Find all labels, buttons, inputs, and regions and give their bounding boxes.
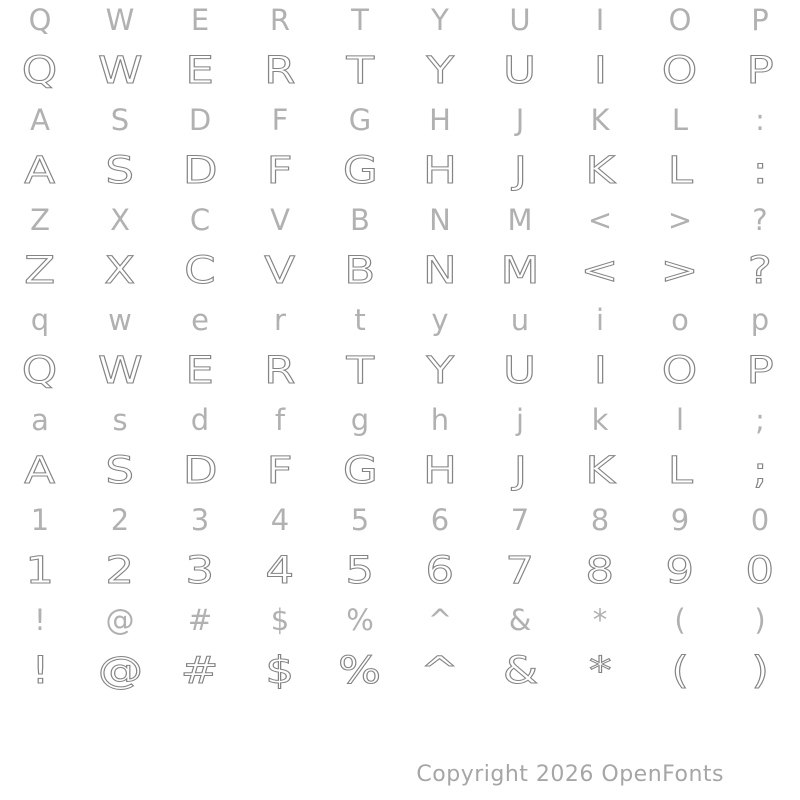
reference-glyph [0, 95, 80, 145]
specimen-glyph [560, 445, 640, 495]
reference-glyph [80, 95, 160, 145]
specimen-glyph [80, 445, 160, 495]
reference-glyph [400, 0, 480, 45]
glyph-char: B [350, 203, 370, 237]
glyph-char: ) [751, 648, 769, 692]
reference-glyph [80, 595, 160, 645]
reference-glyph [320, 95, 400, 145]
reference-glyph [160, 295, 240, 345]
specimen-glyph [320, 345, 400, 395]
glyph-char: U [509, 3, 531, 37]
reference-glyph [560, 95, 640, 145]
specimen-glyph [560, 245, 640, 295]
reference-glyph [0, 0, 80, 45]
reference-glyph [0, 295, 80, 345]
glyph-char: T [346, 348, 374, 392]
specimen-glyph [400, 45, 480, 95]
specimen-glyph [480, 545, 560, 595]
reference-glyph [0, 195, 80, 245]
glyph-char: : [752, 148, 768, 192]
glyph-char: P [746, 348, 774, 392]
glyph-char: % [338, 648, 382, 692]
glyph-char: D [182, 448, 218, 492]
specimen-glyph [480, 645, 560, 695]
glyph-char: X [110, 203, 130, 237]
specimen-glyph [80, 145, 160, 195]
glyph-char: U [503, 48, 537, 92]
glyph-char: H [429, 103, 451, 137]
specimen-glyph [240, 545, 320, 595]
glyph-char: @ [105, 603, 135, 637]
glyph-char: 0 [745, 548, 775, 592]
glyph-char: k [591, 403, 609, 437]
glyph-char: O [668, 3, 692, 37]
glyph-char: H [423, 148, 457, 192]
glyph-char: U [503, 348, 537, 392]
glyph-char: Q [28, 3, 52, 37]
specimen-glyph [720, 45, 800, 95]
glyph-char: T [351, 3, 369, 37]
glyph-char: N [429, 203, 451, 237]
glyph-char: # [181, 648, 219, 692]
specimen-glyph [160, 645, 240, 695]
reference-glyph [240, 0, 320, 45]
glyph-char: i [595, 303, 605, 337]
reference-glyph [400, 195, 480, 245]
glyph-char: ( [674, 603, 686, 637]
glyph-char: 8 [590, 503, 610, 537]
glyph-char: 3 [190, 503, 210, 537]
specimen-glyph [240, 345, 320, 395]
specimen-glyph [0, 545, 80, 595]
specimen-glyph [560, 345, 640, 395]
reference-glyph [320, 595, 400, 645]
glyph-char: ; [755, 403, 765, 437]
specimen-glyph [720, 645, 800, 695]
specimen-glyph [720, 245, 800, 295]
reference-glyph [160, 0, 240, 45]
glyph-char: V [264, 248, 296, 292]
reference-glyph [80, 295, 160, 345]
glyph-char: ; [752, 448, 768, 492]
reference-glyph [720, 395, 800, 445]
glyph-char: 7 [510, 503, 530, 537]
glyph-char: T [346, 48, 374, 92]
reference-glyph [560, 595, 640, 645]
glyph-char: ? [752, 203, 768, 237]
glyph-char: 4 [270, 503, 290, 537]
glyph-row-14-outline [0, 645, 800, 695]
reference-glyph [480, 395, 560, 445]
reference-glyph [80, 395, 160, 445]
specimen-glyph [480, 145, 560, 195]
reference-glyph [400, 295, 480, 345]
reference-glyph [480, 95, 560, 145]
glyph-char: ) [754, 603, 766, 637]
glyph-char: Z [30, 203, 50, 237]
glyph-char: K [585, 148, 615, 192]
glyph-char: A [24, 148, 56, 192]
glyph-char: # [187, 603, 213, 637]
reference-glyph [480, 295, 560, 345]
glyph-char: Y [426, 48, 454, 92]
reference-glyph [640, 595, 720, 645]
glyph-char: ( [671, 648, 689, 692]
glyph-char: G [342, 448, 378, 492]
glyph-char: M [500, 248, 540, 292]
reference-glyph [0, 395, 80, 445]
glyph-char: L [667, 448, 693, 492]
glyph-row-2-outline [0, 45, 800, 95]
reference-glyph [720, 595, 800, 645]
glyph-char: 6 [425, 548, 455, 592]
glyph-char: A [30, 103, 50, 137]
glyph-char: L [671, 103, 689, 137]
glyph-char: e [191, 303, 209, 337]
reference-glyph [720, 495, 800, 545]
glyph-char: r [274, 303, 286, 337]
specimen-glyph [320, 645, 400, 695]
glyph-char: B [344, 248, 376, 292]
glyph-char: L [667, 148, 693, 192]
glyph-char: I [595, 3, 605, 37]
glyph-char: S [105, 448, 135, 492]
glyph-char: V [270, 203, 290, 237]
specimen-glyph [640, 245, 720, 295]
glyph-char: ! [34, 603, 46, 637]
specimen-glyph [0, 445, 80, 495]
copyright-text: Copyright 2026 OpenFonts [416, 762, 724, 787]
specimen-glyph [0, 145, 80, 195]
specimen-glyph [320, 245, 400, 295]
glyph-char: $ [265, 648, 295, 692]
glyph-char: 7 [505, 548, 535, 592]
glyph-char: M [507, 203, 533, 237]
specimen-glyph [320, 445, 400, 495]
glyph-char: Y [426, 348, 454, 392]
glyph-char: y [431, 303, 449, 337]
glyph-char: G [348, 103, 372, 137]
glyph-char: > [661, 248, 699, 292]
reference-glyph [0, 495, 80, 545]
glyph-char: 1 [25, 548, 55, 592]
specimen-glyph [480, 245, 560, 295]
glyph-char: 9 [665, 548, 695, 592]
specimen-glyph [160, 545, 240, 595]
reference-glyph [720, 195, 800, 245]
glyph-char: * [592, 603, 608, 637]
reference-glyph [400, 595, 480, 645]
specimen-glyph [640, 345, 720, 395]
specimen-glyph [240, 45, 320, 95]
glyph-char: O [662, 348, 698, 392]
reference-glyph [240, 195, 320, 245]
glyph-char: R [264, 348, 296, 392]
glyph-char: W [97, 348, 143, 392]
glyph-char: % [346, 603, 374, 637]
glyph-char: E [185, 348, 215, 392]
glyph-char: S [105, 148, 135, 192]
glyph-char: t [354, 303, 366, 337]
glyph-row-11-plain [0, 495, 800, 545]
glyph-char: E [185, 48, 215, 92]
specimen-glyph [640, 145, 720, 195]
glyph-char: R [269, 3, 291, 37]
specimen-glyph [160, 245, 240, 295]
reference-glyph [480, 495, 560, 545]
reference-glyph [80, 495, 160, 545]
specimen-glyph [640, 45, 720, 95]
specimen-glyph [240, 445, 320, 495]
specimen-glyph [160, 445, 240, 495]
glyph-char: H [423, 448, 457, 492]
reference-glyph [640, 495, 720, 545]
glyph-char: : [755, 103, 765, 137]
reference-glyph [480, 195, 560, 245]
specimen-glyph [640, 445, 720, 495]
reference-glyph [160, 495, 240, 545]
specimen-glyph [400, 245, 480, 295]
glyph-row-4-outline [0, 145, 800, 195]
specimen-glyph [400, 645, 480, 695]
glyph-char: & [502, 648, 538, 692]
reference-glyph [560, 495, 640, 545]
specimen-glyph [400, 545, 480, 595]
glyph-char: d [190, 403, 210, 437]
glyph-char: a [31, 403, 49, 437]
specimen-glyph [0, 45, 80, 95]
reference-glyph [240, 95, 320, 145]
glyph-char: N [423, 248, 457, 292]
reference-glyph [640, 195, 720, 245]
glyph-char: 2 [110, 503, 130, 537]
glyph-char: 5 [345, 548, 375, 592]
glyph-char: 4 [265, 548, 295, 592]
specimen-glyph [560, 145, 640, 195]
reference-glyph [320, 495, 400, 545]
glyph-char: Z [24, 248, 56, 292]
glyph-char: D [188, 103, 212, 137]
glyph-char: $ [270, 603, 290, 637]
reference-glyph [0, 595, 80, 645]
glyph-char: S [110, 103, 130, 137]
glyph-char: Y [431, 3, 449, 37]
glyph-char: D [182, 148, 218, 192]
glyph-char: j [515, 403, 525, 437]
reference-glyph [240, 295, 320, 345]
glyph-char: W [105, 3, 135, 37]
reference-glyph [560, 0, 640, 45]
glyph-row-7-plain [0, 295, 800, 345]
glyph-char: Q [22, 48, 58, 92]
glyph-char: h [430, 403, 450, 437]
reference-glyph [720, 295, 800, 345]
reference-glyph [400, 495, 480, 545]
reference-glyph [320, 0, 400, 45]
glyph-row-8-outline [0, 345, 800, 395]
reference-glyph [640, 295, 720, 345]
glyph-char: I [593, 48, 607, 92]
specimen-glyph [240, 645, 320, 695]
glyph-char: K [590, 103, 610, 137]
specimen-glyph [480, 345, 560, 395]
glyph-char: ^ [427, 603, 453, 637]
specimen-glyph [720, 345, 800, 395]
specimen-glyph [640, 545, 720, 595]
specimen-glyph [560, 45, 640, 95]
specimen-glyph [400, 145, 480, 195]
glyph-char: > [667, 203, 693, 237]
specimen-glyph [160, 145, 240, 195]
glyph-char: C [189, 203, 211, 237]
glyph-char: 6 [430, 503, 450, 537]
glyph-char: < [587, 203, 613, 237]
specimen-glyph [560, 645, 640, 695]
glyph-char: @ [97, 648, 143, 692]
reference-glyph [400, 95, 480, 145]
specimen-glyph [720, 145, 800, 195]
glyph-row-13-plain [0, 595, 800, 645]
glyph-char: ! [30, 648, 50, 692]
specimen-glyph [240, 245, 320, 295]
glyph-char: K [585, 448, 615, 492]
glyph-char: F [271, 103, 289, 137]
reference-glyph [80, 0, 160, 45]
reference-glyph [640, 95, 720, 145]
specimen-glyph [720, 445, 800, 495]
glyph-char: 5 [350, 503, 370, 537]
glyph-char: J [515, 103, 525, 137]
glyph-row-1-plain [0, 0, 800, 45]
specimen-glyph [160, 345, 240, 395]
glyph-row-5-plain [0, 195, 800, 245]
specimen-glyph [0, 645, 80, 695]
reference-glyph [720, 0, 800, 45]
reference-glyph [80, 195, 160, 245]
reference-glyph [480, 595, 560, 645]
specimen-glyph [480, 45, 560, 95]
glyph-char: 1 [30, 503, 50, 537]
glyph-char: P [751, 3, 769, 37]
glyph-char: 0 [750, 503, 770, 537]
glyph-char: ^ [421, 648, 459, 692]
glyph-char: F [267, 148, 293, 192]
glyph-row-9-plain [0, 395, 800, 445]
glyph-char: P [746, 48, 774, 92]
glyph-char: E [190, 3, 210, 37]
glyph-char: G [342, 148, 378, 192]
specimen-glyph [320, 145, 400, 195]
specimen-glyph [400, 345, 480, 395]
glyph-char: J [513, 448, 527, 492]
glyph-char: X [104, 248, 136, 292]
specimen-glyph [480, 445, 560, 495]
glyph-char: A [24, 448, 56, 492]
glyph-char: 2 [105, 548, 135, 592]
specimen-glyph [240, 145, 320, 195]
glyph-row-12-outline [0, 545, 800, 595]
reference-glyph [240, 495, 320, 545]
glyph-char: C [184, 248, 216, 292]
reference-glyph [160, 395, 240, 445]
glyph-char: 8 [585, 548, 615, 592]
specimen-glyph [320, 545, 400, 595]
reference-glyph [320, 195, 400, 245]
glyph-char: * [588, 648, 612, 692]
glyph-char: R [264, 48, 296, 92]
reference-glyph [560, 395, 640, 445]
glyph-char: f [274, 403, 286, 437]
glyph-char: I [593, 348, 607, 392]
reference-glyph [400, 395, 480, 445]
reference-glyph [240, 595, 320, 645]
specimen-glyph [80, 45, 160, 95]
glyph-char: O [662, 48, 698, 92]
reference-glyph [480, 0, 560, 45]
reference-glyph [160, 195, 240, 245]
glyph-char: 3 [185, 548, 215, 592]
glyph-char: l [675, 403, 685, 437]
glyph-char: Q [22, 348, 58, 392]
specimen-glyph [0, 245, 80, 295]
specimen-glyph [80, 345, 160, 395]
glyph-char: w [108, 303, 132, 337]
specimen-glyph [400, 445, 480, 495]
specimen-glyph [80, 545, 160, 595]
glyph-char: s [112, 403, 128, 437]
glyph-char: u [510, 303, 530, 337]
reference-glyph [160, 95, 240, 145]
glyph-char: J [513, 148, 527, 192]
specimen-glyph [80, 645, 160, 695]
specimen-glyph [720, 545, 800, 595]
glyph-row-3-plain [0, 95, 800, 145]
glyph-char: 9 [670, 503, 690, 537]
glyph-char: F [267, 448, 293, 492]
reference-glyph [640, 0, 720, 45]
specimen-glyph [320, 45, 400, 95]
glyph-row-6-outline [0, 245, 800, 295]
glyph-char: p [750, 303, 770, 337]
reference-glyph [560, 195, 640, 245]
reference-glyph [240, 395, 320, 445]
reference-glyph [320, 395, 400, 445]
glyph-char: q [30, 303, 50, 337]
reference-glyph [560, 295, 640, 345]
specimen-glyph [80, 245, 160, 295]
glyph-char: W [97, 48, 143, 92]
reference-glyph [320, 295, 400, 345]
glyph-row-10-outline [0, 445, 800, 495]
glyph-char: & [508, 603, 532, 637]
specimen-glyph [640, 645, 720, 695]
specimen-glyph [560, 545, 640, 595]
specimen-glyph [0, 345, 80, 395]
reference-glyph [160, 595, 240, 645]
reference-glyph [720, 95, 800, 145]
glyph-char: o [671, 303, 689, 337]
glyph-char: g [350, 403, 370, 437]
glyph-char: ? [748, 248, 772, 292]
specimen-glyph [160, 45, 240, 95]
reference-glyph [640, 395, 720, 445]
glyph-char: < [581, 248, 619, 292]
